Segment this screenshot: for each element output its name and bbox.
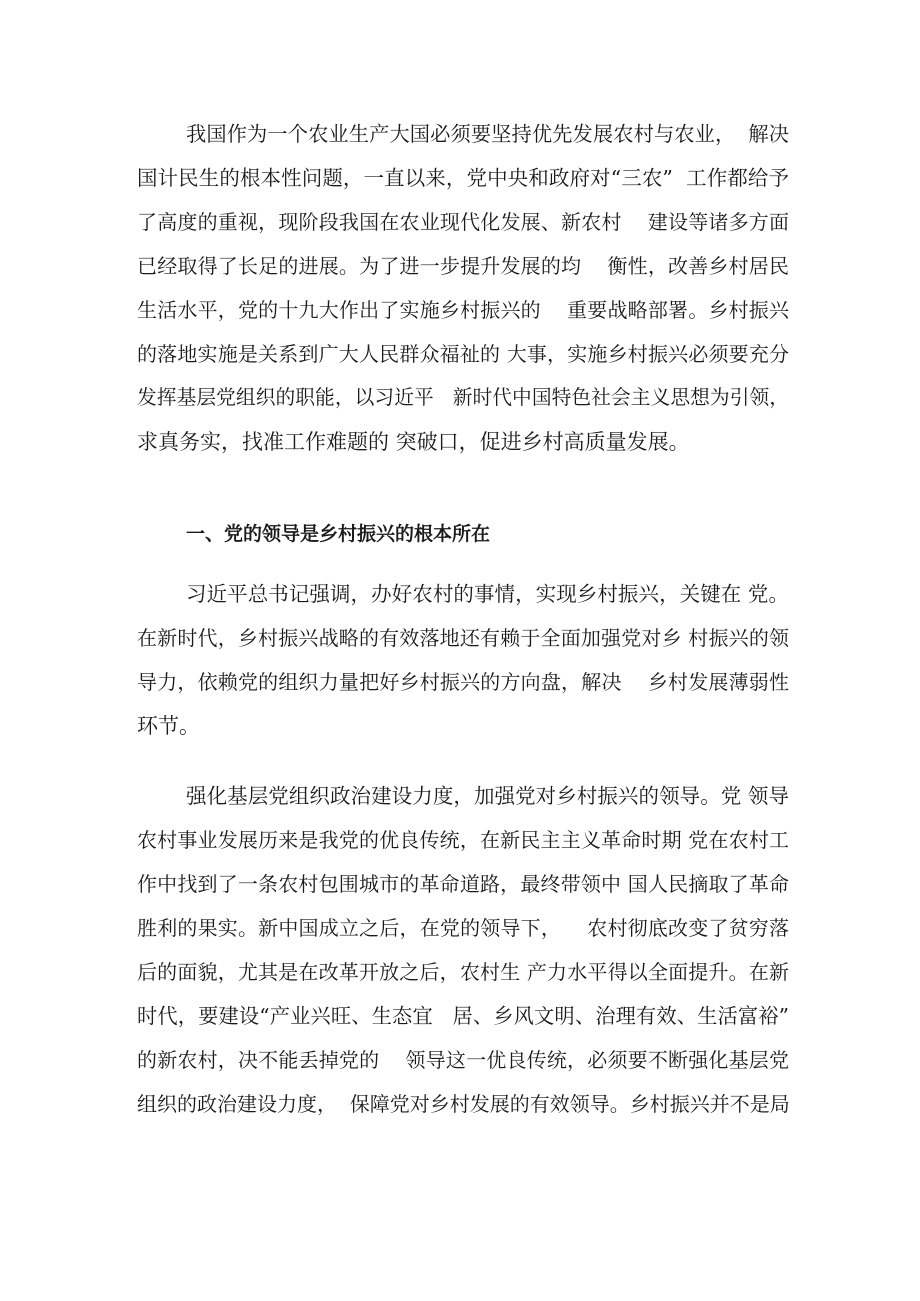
text-line: 的新农村，决不能丢掉党的 领导这一优良传统，必须要不断强化基层党 [137, 1048, 789, 1072]
text-line: 时代，要建设“产业兴旺、生态宜 居、乡风文明、治理有效、生活富裕” [137, 1004, 789, 1028]
text-line: 习近平总书记强调，办好农村的事情，实现乡村振兴，关键在 党。 [186, 582, 789, 606]
text-line: 农村事业发展历来是我党的优良传统，在新民主主义革命时期 党在农村工 [137, 828, 789, 852]
text-line: 国计民生的根本性问题，一直以来，党中央和政府对“三农” 工作都给予 [137, 166, 789, 190]
text-line: 在新时代，乡村振兴战略的有效落地还有赖于全面加强党对乡 村振兴的领 [137, 626, 789, 650]
text-line: 的落地实施是关系到广大人民群众福祉的 大事，实施乡村振兴必须要充分 [137, 342, 789, 366]
text-line: 导力，依赖党的组织力量把好乡村振兴的方向盘，解决 乡村发展薄弱性 [137, 670, 789, 694]
text-line: 胜利的果实。新中国成立之后，在党的领导下， 农村彻底改变了贫穷落 [137, 916, 789, 940]
text-line: 我国作为一个农业生产大国必须要坚持优先发展农村与农业， 解决 [186, 122, 789, 146]
text-line: 求真务实，找准工作难题的 突破口，促进乡村高质量发展。 [137, 430, 690, 454]
text-line: 强化基层党组织政治建设力度，加强党对乡村振兴的领导。党 领导 [186, 784, 789, 808]
text-line: 已经取得了长足的进展。为了进一步提升发展的均 衡性，改善乡村居民 [137, 254, 789, 278]
text-line: 发挥基层党组织的职能，以习近平 新时代中国特色社会主义思想为引领， [137, 386, 789, 409]
text-line: 了高度的重视，现阶段我国在农业现代化发展、新农村 建设等诸多方面 [137, 210, 789, 234]
text-line: 后的面貌，尤其是在改革开放之后，农村生 产力水平得以全面提升。在新 [137, 960, 789, 984]
text-line: 作中找到了一条农村包围城市的革命道路，最终带领中 国人民摘取了革命 [137, 872, 789, 896]
text-line: 环节。 [137, 714, 200, 738]
section-heading: 一、党的领导是乡村振兴的根本所在 [186, 523, 491, 545]
text-line: 生活水平，党的十九大作出了实施乡村振兴的 重要战略部署。乡村振兴 [137, 298, 789, 322]
text-line: 组织的政治建设力度， 保障党对乡村发展的有效领导。乡村振兴并不是局 [137, 1092, 790, 1116]
